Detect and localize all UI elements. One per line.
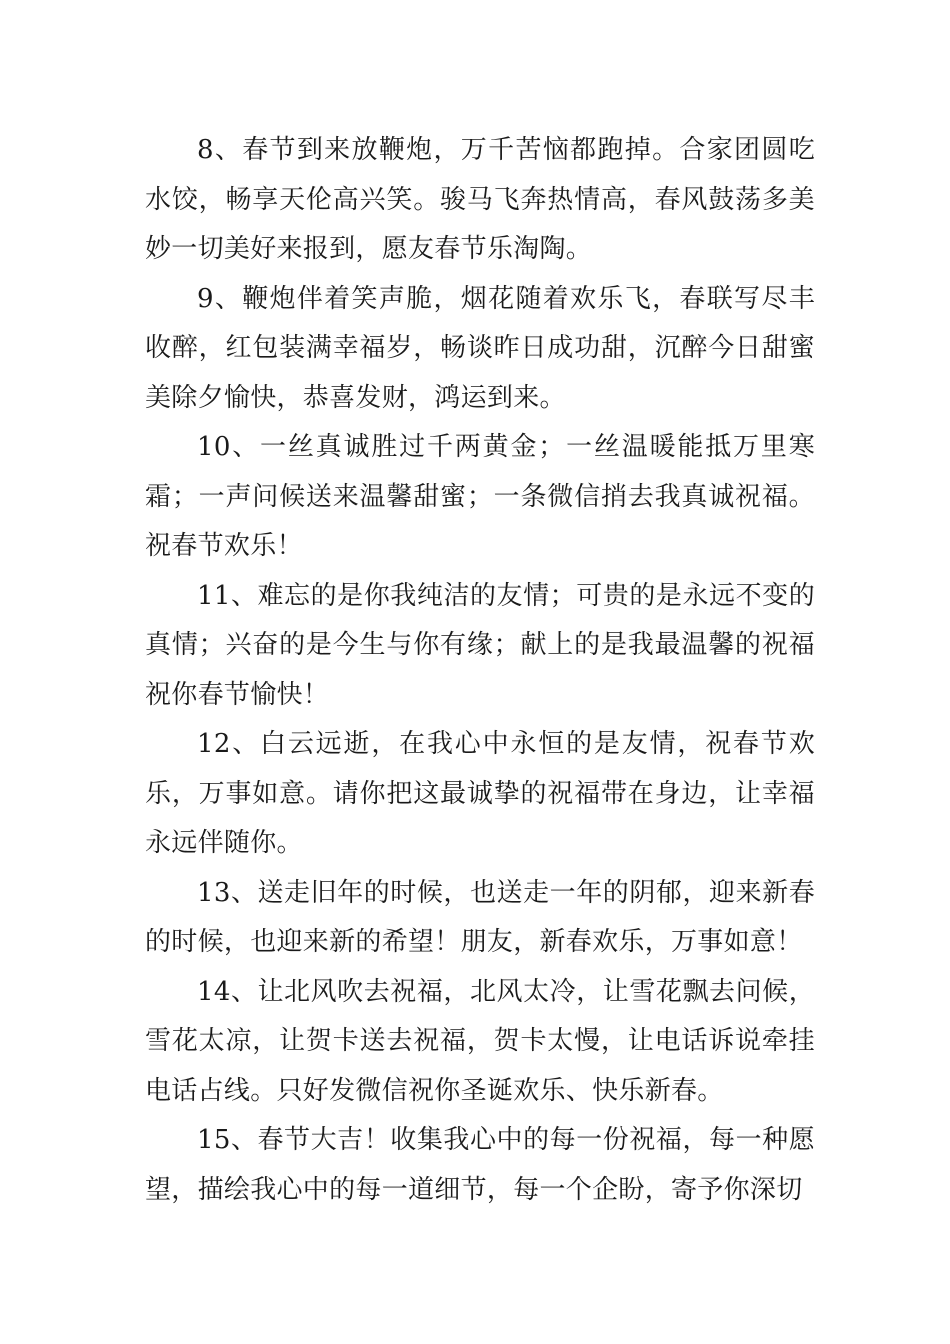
paragraph-11: 11、难忘的是你我纯洁的友情；可贵的是永远不变的真情；兴奋的是今生与你有缘；献上的是我最温馨的祝福祝你春节愉快！	[145, 580, 815, 710]
paragraph-15: 15、春节大吉！收集我心中的每一份祝福，每一种愿望，描绘我心中的每一道细节，每一个企盼，寄予你深切	[145, 1125, 815, 1205]
paragraph-9: 9、鞭炮伴着笑声脆，烟花随着欢乐飞，春联写尽丰收醉，红包装满幸福岁，畅谈昨日成功甜，沉醉今日甜蜜美除夕愉快，恭喜发财，鸿运到来。	[145, 283, 815, 413]
paragraph-10: 10、一丝真诚胜过千两黄金；一丝温暖能抵万里寒霜；一声问候送来温馨甜蜜；一条微信捎去我真诚祝福。祝春节欢乐！	[145, 432, 815, 561]
paragraph-13: 13、送走旧年的时候，也送走一年的阴郁，迎来新春的时候，也迎来新的希望！朋友，新春欢乐，万事如意！	[145, 877, 815, 957]
document-body	[145, 126, 815, 1215]
paragraph-12: 12、白云远逝，在我心中永恒的是友情，祝春节欢乐，万事如意。请你把这最诚挚的祝福带在身边，让幸福永远伴随你。	[145, 729, 815, 858]
paragraph-8: 8、春节到来放鞭炮，万千苦恼都跑掉。合家团圆吃水饺，畅享天伦高兴笑。骏马飞奔热情高，春风鼓荡多美妙一切美好来报到，愿友春节乐淘陶。	[145, 135, 815, 264]
paragraph-14: 14、让北风吹去祝福，北风太冷，让雪花飘去问候，雪花太凉，让贺卡送去祝福，贺卡太慢，让电话诉说牵挂电话占线。只好发微信祝你圣诞欢乐、快乐新春。	[145, 976, 815, 1106]
